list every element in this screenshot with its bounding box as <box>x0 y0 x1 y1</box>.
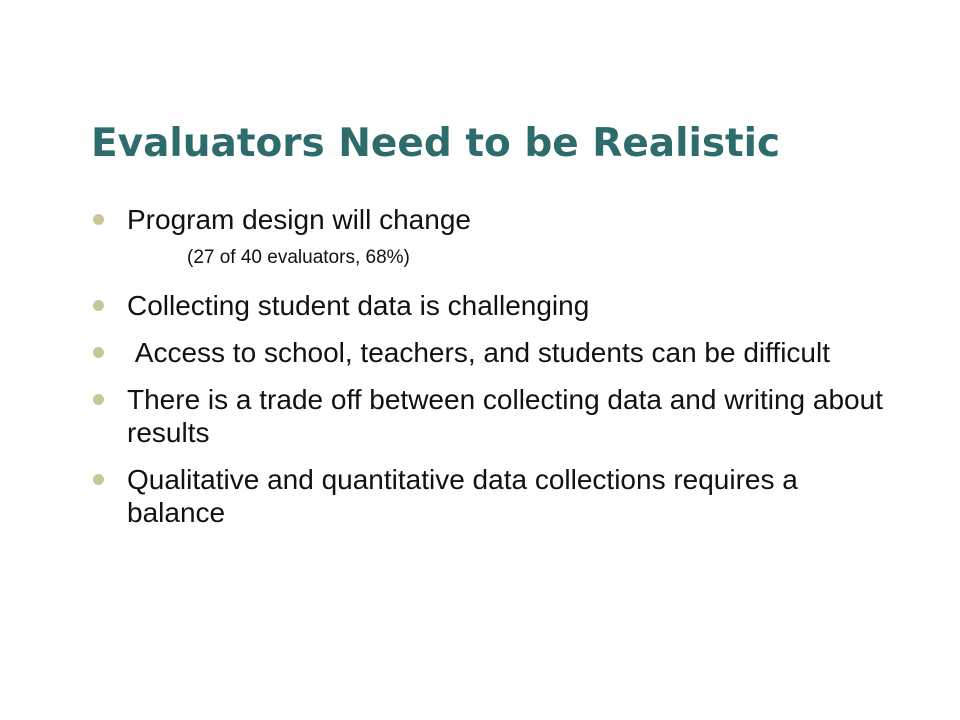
bullet-item <box>90 336 890 369</box>
bullet-list <box>90 203 890 529</box>
bullet-subnote: (27 of 40 evaluators, 68%) <box>187 247 410 268</box>
bullet-dot-icon <box>93 347 104 358</box>
bullet-dot-icon <box>93 300 104 311</box>
bullet-dot-icon <box>93 214 104 225</box>
bullet-item <box>90 203 890 270</box>
bullet-item <box>90 463 890 529</box>
bullet-text: Access to school, teachers, and students can be difficult <box>127 337 830 368</box>
bullet-dot-icon <box>93 474 104 485</box>
bullet-text: Collecting student data is challenging <box>127 290 590 321</box>
bullet-text: Program design will change <box>127 204 471 235</box>
bullet-item <box>90 289 890 322</box>
slide-title: Evaluators Need to be Realistic <box>91 121 781 166</box>
bullet-text: There is a trade off between collecting data and writing about results <box>127 384 883 448</box>
bullet-item <box>90 383 890 449</box>
bullet-dot-icon <box>93 394 104 405</box>
bullet-text: Qualitative and quantitative data collections requires a balance <box>127 464 798 528</box>
